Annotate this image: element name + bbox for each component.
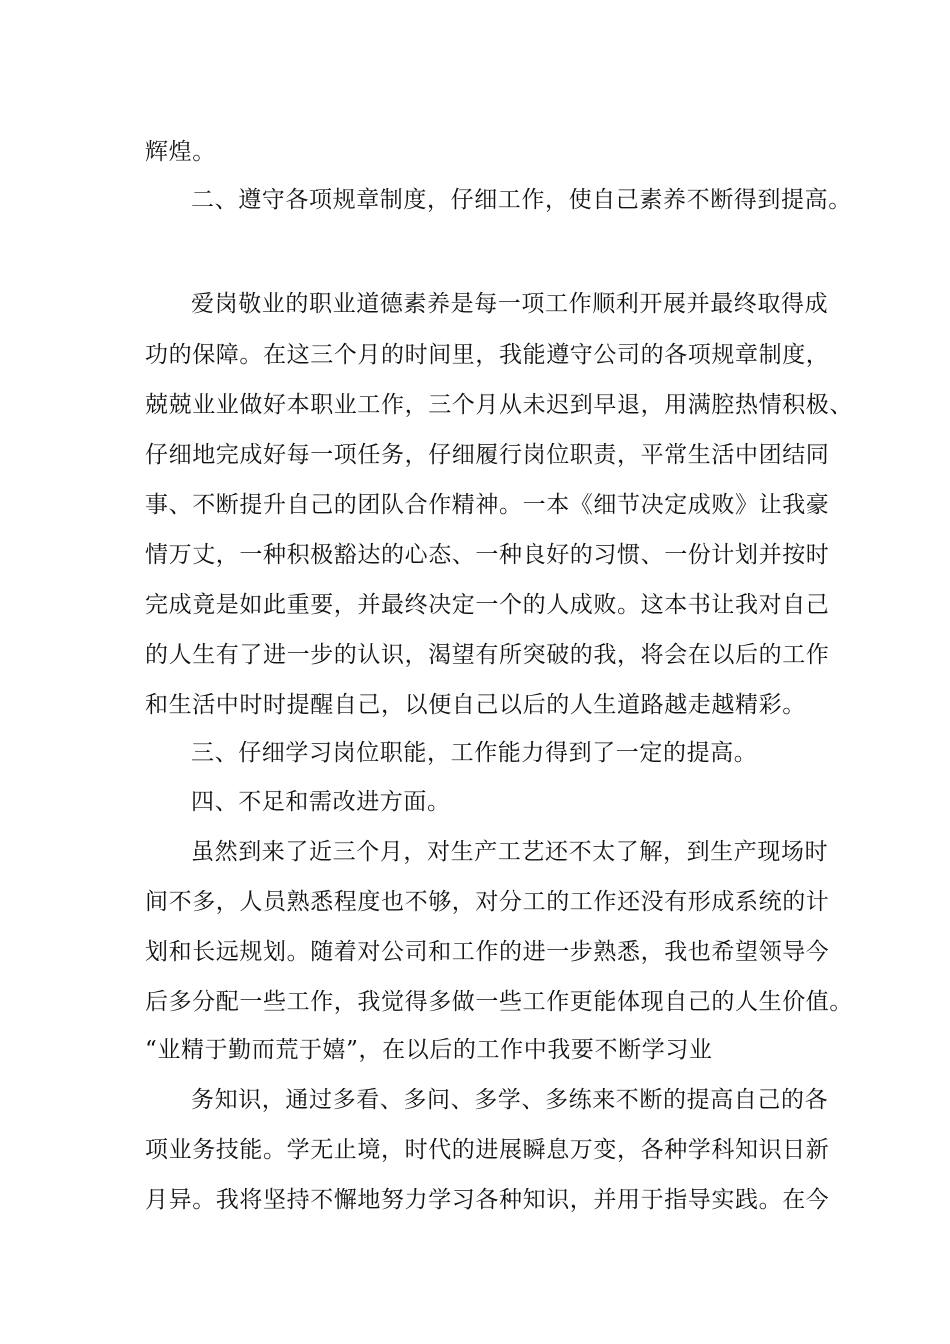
text-line: 后多分配一些工作，我觉得多做一些工作更能体现自己的人生价值。 [145, 989, 853, 1015]
text-line: 爱岗敬业的职业道德素养是每一项工作顺利开展并最终取得成 [191, 291, 829, 317]
text-line: 兢兢业业做好本职业工作，三个月从未迟到早退，用满腔热情积极、 [145, 392, 853, 418]
text-line: 情万丈，一种积极豁达的心态、一种良好的习惯、一份计划并按时 [145, 542, 830, 568]
text-line: 务知识，通过多看、多问、多学、多练来不断的提高自己的各 [191, 1087, 829, 1113]
text-line: 和生活中时时提醒自己，以便自己以后的人生道路越走越精彩。 [145, 692, 806, 718]
text-line: 虽然到来了近三个月，对生产工艺还不太了解，到生产现场时 [191, 839, 829, 865]
text-line: 辉煌。 [145, 139, 216, 165]
text-line: 功的保障。在这三个月的时间里，我能遵守公司的各项规章制度， [145, 342, 830, 368]
text-line: 完成竟是如此重要，并最终决定一个的人成败。这本书让我对自己 [145, 592, 830, 618]
text-line: 仔细地完成好每一项任务，仔细履行岗位职责，平常生活中团结同 [145, 442, 830, 468]
text-line: 的人生有了进一步的认识，渴望有所突破的我，将会在以后的工作 [145, 642, 830, 668]
text-line: 划和长远规划。随着对公司和工作的进一步熟悉，我也希望领导今 [145, 939, 830, 965]
text-line: 项业务技能。学无止境，时代的进展瞬息万变，各种学科知识日新 [145, 1137, 830, 1163]
text-line: “业精于勤而荒于嬉”，在以后的工作中我要不断学习业 [145, 1037, 713, 1063]
text-line: 间不多，人员熟悉程度也不够，对分工的工作还没有形成系统的计 [145, 889, 830, 915]
section-heading: 三、仔细学习岗位职能，工作能力得到了一定的提高。 [191, 740, 758, 766]
text-line: 月异。我将坚持不懈地努力学习各种知识，并用于指导实践。在今 [145, 1187, 830, 1213]
section-heading: 二、遵守各项规章制度，仔细工作，使自己素养不断得到提高。 [191, 187, 852, 213]
text-line: 事、不断提升自己的团队合作精神。一本《细节决定成败》让我豪 [145, 492, 830, 518]
section-heading: 四、不足和需改进方面。 [191, 789, 451, 815]
